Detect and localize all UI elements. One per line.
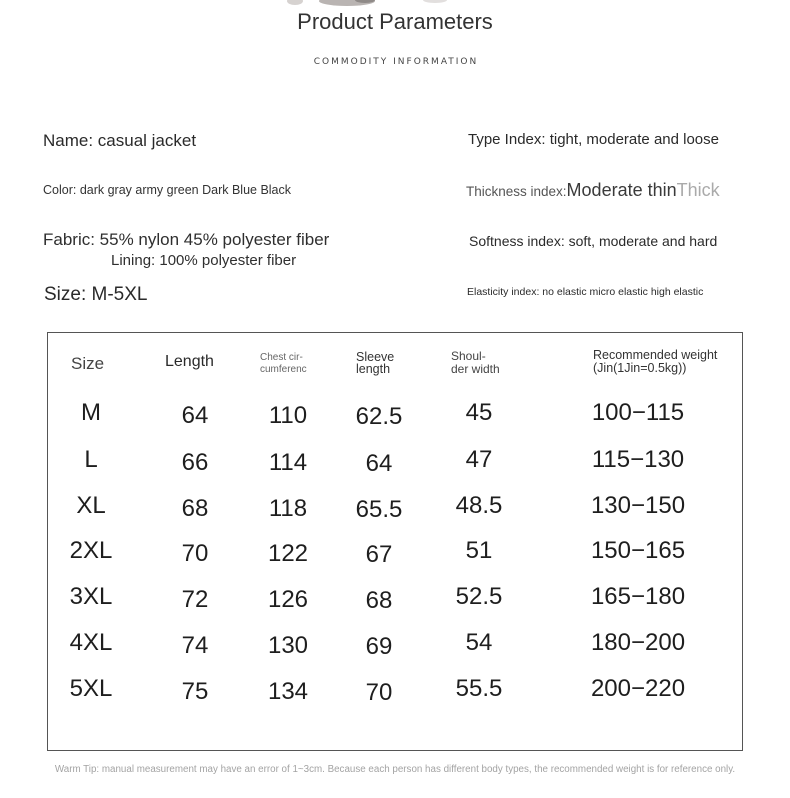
weight-cell: 130−150 — [590, 492, 686, 519]
attribute-thickness-index — [466, 181, 720, 199]
size-cell: XL — [76, 492, 106, 519]
sleeve-cell: 62.5 — [355, 403, 403, 430]
shoulder-cell: 51 — [465, 537, 493, 564]
column-header-sleeve-line2: length — [356, 362, 391, 376]
size-cell: 4XL — [69, 629, 113, 656]
sleeve-cell: 65.5 — [355, 496, 403, 523]
shoulder-cell: 52.5 — [455, 583, 503, 610]
table-row — [48, 537, 742, 568]
length-cell: 66 — [181, 449, 209, 476]
weight-cell: 100−115 — [591, 399, 685, 426]
weight-cell: 200−220 — [590, 675, 686, 702]
table-row — [48, 675, 742, 706]
column-header-shoulder-line1: Shoul- — [451, 349, 486, 363]
length-cell: 64 — [181, 402, 209, 429]
sleeve-cell: 70 — [365, 679, 393, 706]
page-title: Product Parameters — [297, 9, 493, 34]
page-subtitle: COMMODITY INFORMATION — [313, 57, 479, 67]
thickness-selected-option: Moderate thin — [566, 180, 677, 200]
table-row — [48, 446, 742, 477]
shoulder-cell: 47 — [465, 446, 493, 473]
attribute-color: Color: dark gray army green Dark Blue Black — [43, 183, 292, 197]
shoulder-cell: 45 — [465, 399, 493, 426]
length-cell: 68 — [181, 495, 209, 522]
table-row — [48, 399, 742, 430]
product-photo-fragment — [285, 0, 455, 9]
chest-cell: 130 — [267, 632, 309, 659]
shoulder-cell: 48.5 — [455, 492, 503, 519]
column-header-chest — [260, 352, 310, 376]
thickness-other-option: Thick — [676, 180, 720, 200]
attribute-lining: Lining: 100% polyester fiber — [111, 252, 297, 269]
footer-warm-tip: Warm Tip: manual measurement may have an error of 1~3cm. Because each person has different body types, the recommended weight is for reference only. — [54, 764, 736, 775]
table-row — [48, 629, 742, 660]
shoulder-cell: 55.5 — [455, 675, 503, 702]
shoulder-cell: 54 — [465, 629, 493, 656]
column-header-weight-line1: Recommended weight — [593, 348, 718, 362]
column-header-sleeve — [356, 351, 394, 375]
chest-cell: 114 — [268, 449, 308, 476]
attribute-fabric: Fabric: 55% nylon 45% polyester fiber — [43, 230, 330, 249]
table-row — [48, 492, 742, 523]
size-cell: L — [84, 446, 98, 473]
column-header-sleeve-line1: Sleeve — [356, 350, 395, 364]
weight-cell: 165−180 — [590, 583, 686, 610]
size-cell: M — [81, 399, 101, 426]
column-header-size: Size — [71, 354, 105, 373]
weight-cell: 150−165 — [590, 537, 686, 564]
length-cell: 72 — [181, 586, 209, 613]
attribute-type-index: Type Index: tight, moderate and loose — [468, 131, 719, 148]
sleeve-cell: 69 — [365, 633, 393, 660]
chest-cell: 110 — [268, 402, 308, 429]
sleeve-cell: 64 — [365, 450, 393, 477]
size-cell: 5XL — [69, 675, 113, 702]
attribute-elasticity-index: Elasticity index: no elastic micro elastic high elastic — [467, 286, 704, 298]
attribute-softness-index: Softness index: soft, moderate and hard — [469, 233, 718, 249]
chest-cell: 126 — [267, 586, 309, 613]
column-header-weight-line2: (Jin(1Jin=0.5kg)) — [593, 361, 687, 375]
length-cell: 74 — [181, 632, 209, 659]
column-header-shoulder-line2: der width — [451, 362, 500, 376]
chest-cell: 122 — [267, 540, 309, 567]
column-header-chest-line1: Chest cir- — [260, 352, 303, 363]
column-header-length: Length — [165, 353, 214, 370]
chest-cell: 134 — [267, 678, 309, 705]
chest-cell: 118 — [268, 495, 308, 522]
weight-cell: 180−200 — [590, 629, 686, 656]
attribute-name: Name: casual jacket — [43, 131, 197, 150]
column-header-chest-line2: cumferenc — [260, 364, 307, 375]
sleeve-cell: 67 — [365, 541, 393, 568]
thickness-label: Thickness index: — [466, 184, 567, 199]
size-cell: 3XL — [69, 583, 113, 610]
sleeve-cell: 68 — [365, 587, 393, 614]
column-header-shoulder — [451, 350, 500, 376]
column-header-weight — [593, 349, 717, 375]
length-cell: 75 — [181, 678, 209, 705]
length-cell: 70 — [181, 540, 209, 567]
weight-cell: 115−130 — [591, 446, 685, 473]
attribute-size-range: Size: M-5XL — [44, 284, 148, 305]
table-row — [48, 583, 742, 614]
size-table — [47, 332, 743, 751]
size-cell: 2XL — [69, 537, 113, 564]
